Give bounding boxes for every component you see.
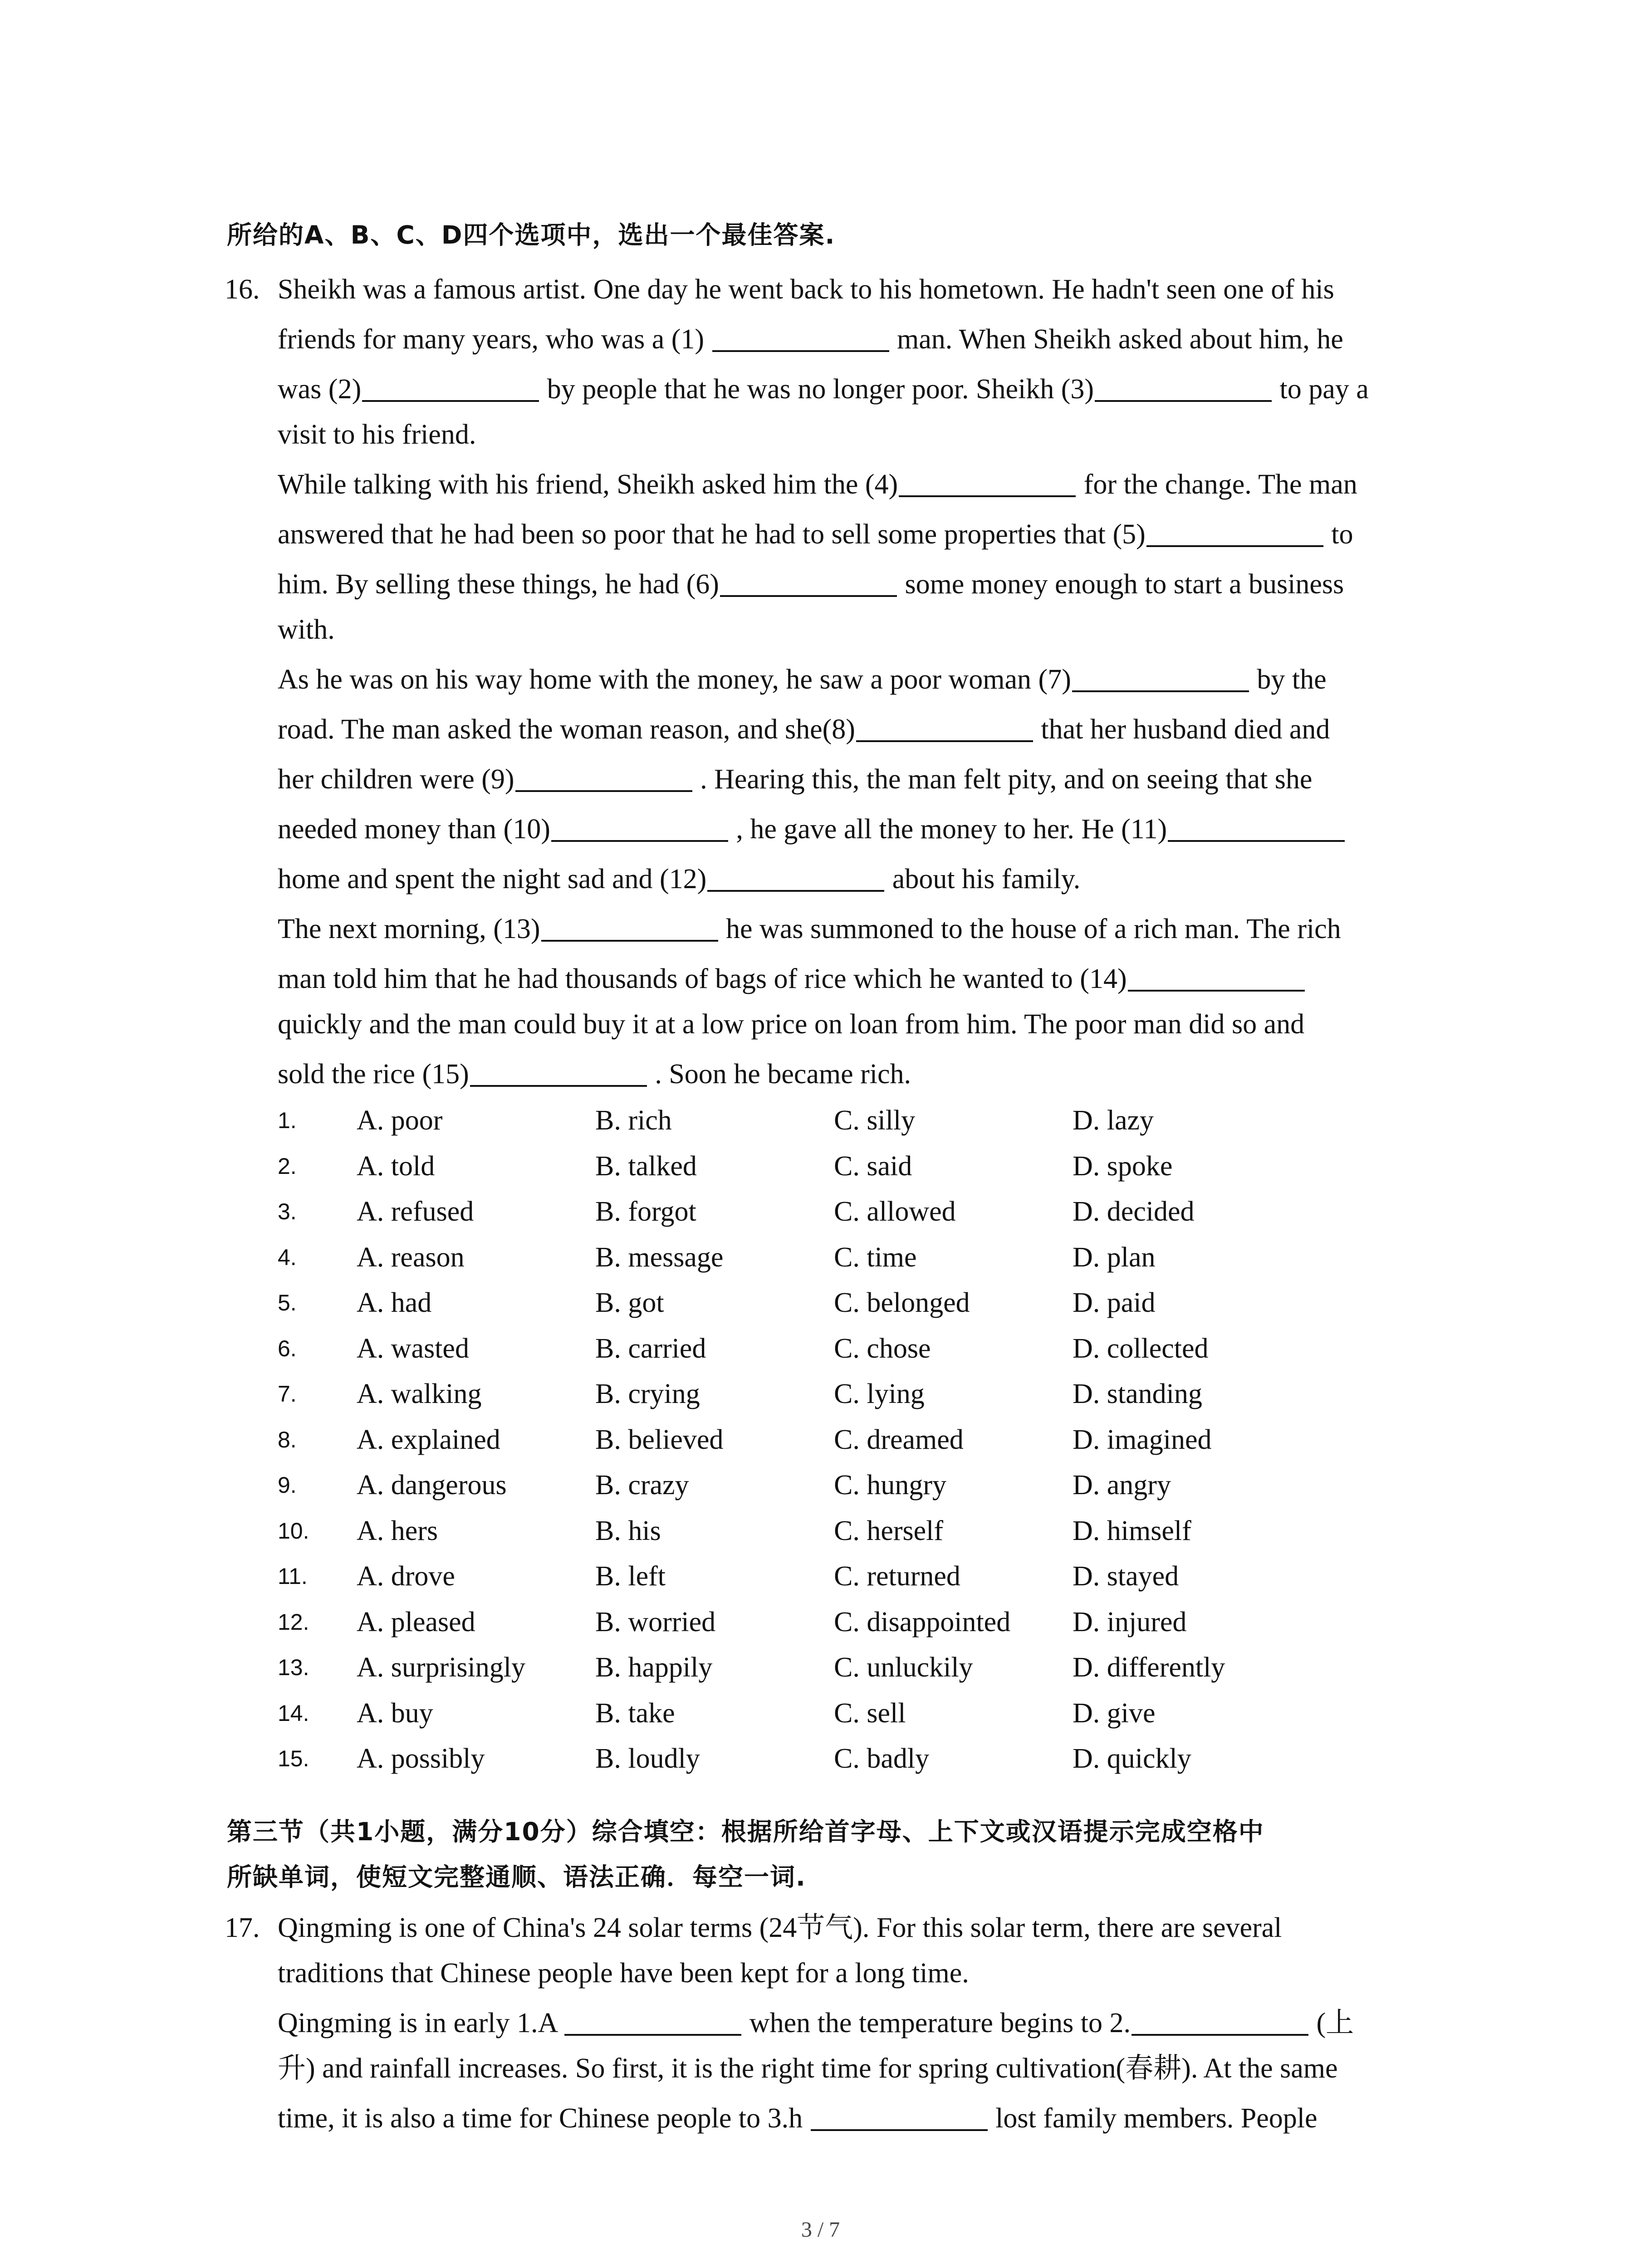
answer-blank[interactable]: [899, 470, 1076, 497]
text-segment: that her husband died and: [1034, 714, 1330, 745]
option-a[interactable]: A. hers: [357, 1515, 438, 1546]
answer-blank[interactable]: [1146, 520, 1323, 547]
q16-line: [278, 911, 1341, 947]
q16-line: [278, 371, 1369, 407]
option-number: 11.: [278, 1564, 308, 1589]
option-a[interactable]: A. drove: [357, 1561, 455, 1592]
option-number: 2.: [278, 1153, 297, 1179]
text-segment: While talking with his friend, Sheikh asked him the (4): [278, 469, 898, 500]
text-segment: time, it is also a time for Chinese people to 3.h: [278, 2103, 810, 2134]
q16-line: [278, 811, 1346, 847]
text-segment: to: [1324, 519, 1353, 550]
option-d[interactable]: D. plan: [1073, 1242, 1156, 1273]
answer-blank[interactable]: [1128, 964, 1305, 992]
text-segment: sold the rice (15): [278, 1059, 469, 1090]
option-b[interactable]: B. loudly: [595, 1743, 700, 1774]
text-segment: (上: [1309, 2008, 1354, 2038]
text-segment: with.: [278, 614, 335, 645]
option-number: 9.: [278, 1472, 297, 1498]
option-d[interactable]: D. himself: [1073, 1515, 1191, 1546]
option-a[interactable]: A. reason: [357, 1242, 465, 1273]
option-a[interactable]: A. had: [357, 1287, 432, 1318]
option-c[interactable]: C. badly: [834, 1743, 930, 1774]
option-b[interactable]: B. his: [595, 1515, 661, 1546]
text-segment: 升) and rainfall increases. So first, it is the right time for spring cultivation(春耕). At the same: [278, 2053, 1338, 2084]
option-number: 15.: [278, 1746, 309, 1771]
text-segment: answered that he had been so poor that he had to sell some properties that (5): [278, 519, 1146, 550]
text-segment: about his family.: [885, 864, 1081, 894]
answer-blank[interactable]: [811, 2104, 988, 2131]
text-segment: , he gave all the money to her. He (11): [729, 814, 1167, 845]
option-number: 1.: [278, 1108, 297, 1133]
text-segment: him. By selling these things, he had (6): [278, 569, 719, 600]
option-c[interactable]: C. dreamed: [834, 1424, 964, 1455]
option-number: 8.: [278, 1427, 297, 1452]
text-segment: home and spent the night sad and (12): [278, 864, 707, 894]
option-b[interactable]: B. crazy: [595, 1470, 689, 1501]
option-number: 14.: [278, 1700, 309, 1726]
option-number: 10.: [278, 1518, 309, 1544]
option-c[interactable]: C. herself: [834, 1515, 944, 1546]
answer-blank[interactable]: [1072, 665, 1249, 692]
option-a[interactable]: A. refused: [357, 1196, 474, 1227]
answer-blank[interactable]: [1132, 2009, 1308, 2036]
option-a[interactable]: A. wasted: [357, 1333, 469, 1364]
text-segment: quickly and the man could buy it at a low price on loan from him. The poor man did so and: [278, 1009, 1305, 1040]
q16-line: [278, 1006, 1304, 1042]
text-segment: traditions that Chinese people have been kept for a long time.: [278, 1958, 969, 1989]
answer-blank[interactable]: [551, 815, 728, 842]
option-d[interactable]: D. injured: [1073, 1606, 1187, 1637]
option-c[interactable]: C. silly: [834, 1105, 916, 1136]
answer-blank[interactable]: [1095, 375, 1272, 402]
option-c[interactable]: C. returned: [834, 1561, 960, 1592]
text-segment: The next morning, (13): [278, 914, 540, 944]
option-c[interactable]: C. sell: [834, 1697, 906, 1729]
text-segment: some money enough to start a business: [897, 569, 1344, 600]
text-segment: for the change. The man: [1077, 469, 1357, 500]
option-b[interactable]: B. happily: [595, 1652, 713, 1683]
q16-line: [278, 516, 1353, 552]
q16-line: [278, 271, 1334, 308]
text-segment: to pay a: [1273, 374, 1369, 405]
option-a[interactable]: A. walking: [357, 1378, 482, 1409]
q16-number: 16.: [225, 274, 260, 305]
text-segment: man. When Sheikh asked about him, he: [890, 324, 1343, 355]
text-segment: As he was on his way home with the money, he saw a poor woman (7): [278, 664, 1071, 695]
text-segment: . Hearing this, the man felt pity, and on seeing that she: [693, 764, 1313, 795]
q16-line: [278, 661, 1327, 698]
option-d[interactable]: D. standing: [1073, 1378, 1202, 1409]
option-a[interactable]: A. dangerous: [357, 1470, 507, 1501]
text-segment: by people that he was no longer poor. Sheikh (3): [540, 374, 1094, 405]
answer-blank[interactable]: [515, 765, 692, 792]
option-number: 12.: [278, 1609, 309, 1635]
option-d[interactable]: D. spoke: [1073, 1150, 1173, 1182]
option-d[interactable]: D. collected: [1073, 1333, 1209, 1364]
text-segment: visit to his friend.: [278, 419, 476, 450]
text-segment: road. The man asked the woman reason, and she(8): [278, 714, 855, 745]
text-segment: Qingming is in early 1.A: [278, 2008, 564, 2038]
option-d[interactable]: D. paid: [1073, 1287, 1156, 1318]
option-b[interactable]: B. forgot: [595, 1196, 696, 1227]
option-number: 6.: [278, 1335, 297, 1361]
option-c[interactable]: C. allowed: [834, 1196, 956, 1227]
section-3-heading-line-1: 第三节（共1小题，满分10分）综合填空：根据所给首字母、上下文或汉语提示完成空格中: [227, 1817, 1264, 1846]
option-b[interactable]: B. left: [595, 1561, 666, 1592]
option-a[interactable]: A. poor: [357, 1105, 443, 1136]
section-heading-top: 所给的A、B、C、D四个选项中，选出一个最佳答案.: [227, 220, 836, 249]
q16-line: [278, 761, 1312, 797]
option-b[interactable]: B. believed: [595, 1424, 724, 1455]
option-d[interactable]: D. decided: [1073, 1196, 1195, 1227]
option-c[interactable]: C. chose: [834, 1333, 931, 1364]
option-d[interactable]: D. differently: [1073, 1652, 1225, 1683]
q17-line: [278, 2050, 1338, 2087]
option-a[interactable]: A. pleased: [357, 1606, 475, 1637]
option-b[interactable]: B. carried: [595, 1333, 706, 1364]
text-segment: needed money than (10): [278, 814, 550, 845]
option-a[interactable]: A. explained: [357, 1424, 500, 1455]
q16-line: [278, 1056, 911, 1092]
option-d[interactable]: D. give: [1073, 1697, 1156, 1729]
text-segment: when the temperature begins to 2.: [742, 2008, 1131, 2038]
text-segment: friends for many years, who was a (1): [278, 324, 711, 355]
option-c[interactable]: C. lying: [834, 1378, 925, 1409]
option-b[interactable]: B. take: [595, 1697, 675, 1729]
text-segment: man told him that he had thousands of bags of rice which he wanted to (14): [278, 963, 1127, 994]
text-segment: was (2): [278, 374, 362, 405]
option-d[interactable]: D. stayed: [1073, 1561, 1179, 1592]
q16-line: [278, 466, 1357, 503]
text-segment: by the: [1249, 664, 1327, 695]
option-c[interactable]: C. unluckily: [834, 1652, 973, 1683]
option-c[interactable]: C. hungry: [834, 1470, 946, 1501]
q16-line: [278, 321, 1343, 357]
option-d[interactable]: D. imagined: [1073, 1424, 1212, 1455]
option-number: 13.: [278, 1655, 309, 1680]
section-3-heading-line-2: 所缺单词，使短文完整通顺、语法正确．每空一词.: [227, 1862, 806, 1892]
answer-blank[interactable]: [470, 1060, 647, 1087]
text-segment: Qingming is one of China's 24 solar terms (24节气). For this solar term, there are several: [278, 1912, 1282, 1943]
answer-blank[interactable]: [564, 2009, 741, 2036]
q17-line: [278, 2100, 1318, 2136]
answer-blank[interactable]: [712, 325, 889, 352]
answer-blank[interactable]: [707, 865, 884, 892]
option-a[interactable]: A. buy: [357, 1697, 433, 1729]
option-b[interactable]: B. message: [595, 1242, 724, 1273]
option-b[interactable]: B. rich: [595, 1105, 672, 1136]
option-a[interactable]: A. surprisingly: [357, 1652, 525, 1683]
q17-line: [278, 1910, 1282, 1946]
answer-blank[interactable]: [541, 914, 718, 942]
option-number: 3.: [278, 1199, 297, 1224]
answer-blank[interactable]: [362, 375, 539, 402]
answer-blank[interactable]: [720, 570, 897, 597]
q17-number: 17.: [225, 1912, 260, 1943]
option-b[interactable]: B. got: [595, 1287, 664, 1318]
option-number: 4.: [278, 1244, 297, 1270]
option-number: 5.: [278, 1290, 297, 1315]
q16-line: [278, 566, 1344, 602]
text-segment: her children were (9): [278, 764, 514, 795]
text-segment: Sheikh was a famous artist. One day he went back to his hometown. He hadn't seen one of his: [278, 274, 1334, 305]
option-c[interactable]: C. disappointed: [834, 1606, 1011, 1637]
option-d[interactable]: D. angry: [1073, 1470, 1171, 1501]
option-number: 7.: [278, 1381, 297, 1407]
page-number: 3 / 7: [801, 2218, 840, 2242]
option-b[interactable]: B. worried: [595, 1606, 716, 1637]
text-segment: he was summoned to the house of a rich man. The rich: [719, 914, 1341, 944]
answer-blank[interactable]: [1168, 815, 1345, 842]
q16-line: [278, 961, 1306, 997]
q17-line: [278, 2005, 1354, 2041]
q17-line: [278, 1955, 969, 1991]
option-b[interactable]: B. crying: [595, 1378, 700, 1409]
q16-line: [278, 711, 1330, 748]
text-segment: . Soon he became rich.: [647, 1059, 911, 1090]
answer-blank[interactable]: [856, 715, 1033, 742]
option-b[interactable]: B. talked: [595, 1150, 697, 1182]
text-segment: lost family members. People: [988, 2103, 1318, 2134]
option-d[interactable]: D. lazy: [1073, 1105, 1154, 1136]
q16-line: [278, 861, 1080, 897]
option-a[interactable]: A. possibly: [357, 1743, 485, 1774]
q16-line: [278, 611, 335, 648]
q16-line: [278, 416, 476, 453]
option-c[interactable]: C. said: [834, 1150, 912, 1182]
option-c[interactable]: C. time: [834, 1242, 917, 1273]
option-d[interactable]: D. quickly: [1073, 1743, 1191, 1774]
option-a[interactable]: A. told: [357, 1150, 435, 1182]
option-c[interactable]: C. belonged: [834, 1287, 970, 1318]
